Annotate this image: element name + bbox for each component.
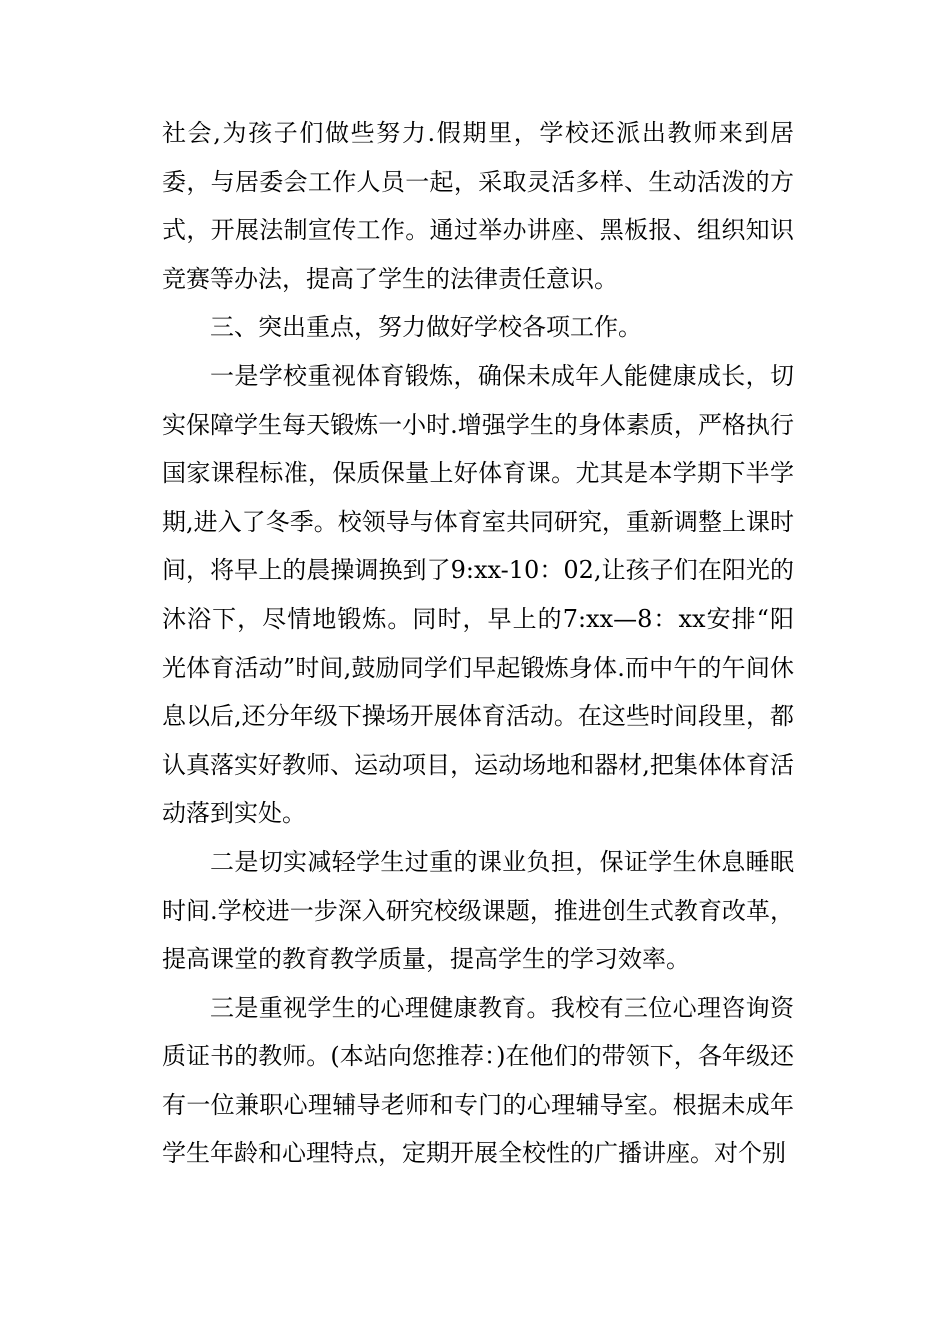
paragraph-physical-exercise: 一是学校重视体育锻炼，确保未成年人能健康成长，切实保障学生每天锻炼一小时.增强学生的身体素质，严格执行国家课程标准，保质保量上好体育课。尤其是本学期下半学期,进入了冬季。校领导与体育室共同研究，重新调整上课时间，将早上的晨操调换到了9:xx-10：02,让孩子们在阳光的沐浴下，尽情地锻炼。同时，早上的7:xx—8：xx安排“阳光体育活动”时间,鼓励同学们早起锻炼身体.而中午的午间休息以后,还分年级下操场开展体育活动。在这些时间段里，都认真落实好教师、运动项目，运动场地和器材,把集体体育活动落到实处。 [162, 361, 794, 828]
paragraph-continuation: 社会,为孩子们做些努力.假期里，学校还派出教师来到居委，与居委会工作人员一起，采取灵活多样、生动活泼的方式，开展法制宣传工作。通过举办讲座、黑板报、组织知识竞赛等办法，提高了学生的法律责任意识。 [162, 119, 794, 293]
section-heading: 三、突出重点，努力做好学校各项工作。 [210, 313, 642, 342]
paragraph-mental-health: 三是重视学生的心理健康教育。我校有三位心理咨询资质证书的教师。(本站向您推荐：)在他们的带领下，各年级还有一位兼职心理辅导老师和专门的心理辅导室。根据未成年学生年龄和心理特点，定期开展全校性的广播讲座。对个别 [162, 993, 794, 1168]
document-body [162, 109, 794, 1178]
paragraph-reduce-burden: 二是切实减轻学生过重的课业负担，保证学生休息睡眠时间.学校进一步深入研究校级课题，推进创生式教育改革，提高课堂的教育教学质量，提高学生的学习效率。 [162, 847, 794, 974]
